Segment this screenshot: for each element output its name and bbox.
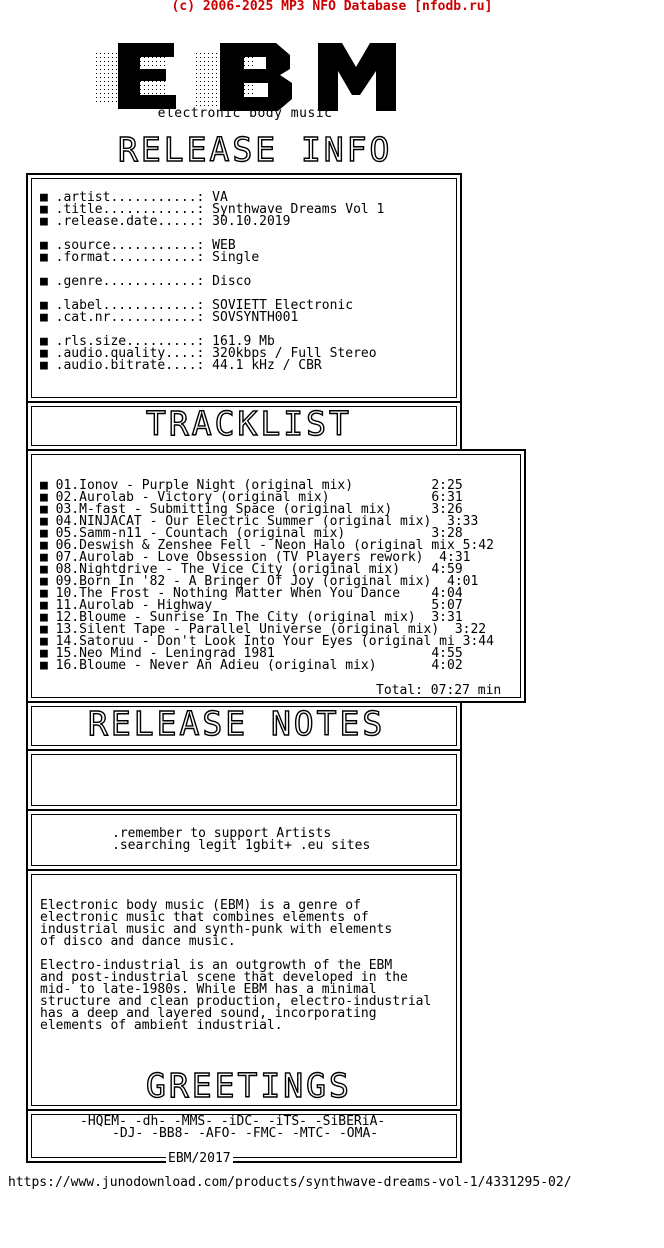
info-label: ■ .label............: SOVIETT Electronic	[40, 298, 354, 313]
info-rls-size: ■ .rls.size.........: 161.9 Mb	[40, 334, 275, 349]
greetings-list	[80, 1116, 385, 1140]
tracklist-heading: TRACKLIST	[146, 404, 352, 443]
description-line: of disco and dance music.	[40, 934, 236, 949]
description-line: structure and clean production, electro-industrial	[40, 994, 432, 1009]
track-item: ■ 04.NINJACAT - Our Electric Summer (original mix) 3:33	[40, 514, 479, 529]
info-genre: ■ .genre............: Disco	[40, 274, 252, 289]
description-line: elements of ambient industrial.	[40, 1018, 283, 1033]
info-artist: ■ .artist...........: VA	[40, 190, 228, 205]
info-format: ■ .format...........: Single	[40, 250, 260, 265]
info-audio-bitrate: ■ .audio.bitrate....: 44.1 kHz / CBR	[40, 358, 322, 373]
track-item: ■ 15.Neo Mind - Leningrad 1981 4:55	[40, 646, 463, 661]
description-text	[40, 900, 431, 1032]
release-info-heading: RELEASE INFO	[118, 130, 393, 169]
track-item: ■ 16.Bloume - Never An Adieu (original mix) 4:02	[40, 658, 463, 673]
ebm-logo	[80, 22, 390, 102]
track-item: ■ 14.Satoruu - Don't Look Into Your Eyes (original mi 3:44	[40, 634, 494, 649]
description-line: electronic music that combines elements of	[40, 910, 369, 925]
info-catnr: ■ .cat.nr...........: SOVSYNTH001	[40, 310, 299, 325]
track-item: ■ 09.Born In '82 - A Bringer Of Joy (original mix) 4:01	[40, 574, 479, 589]
info-title: ■ .title............: Synthwave Dreams Vol 1	[40, 202, 385, 217]
info-release-date: ■ .release.date.....: 30.10.2019	[40, 214, 291, 229]
track-item: ■ 03.M-fast - Submitting Space (original mix) 3:26	[40, 502, 463, 517]
track-item: ■ 05.Samm-n11 - Countach (original mix) 3:28	[40, 526, 463, 541]
logo-subtitle: electronic body music	[157, 106, 333, 121]
notes-list	[112, 828, 370, 852]
footer-tag: EBM/2017	[168, 1151, 231, 1166]
release-info-list	[40, 192, 384, 372]
release-notes-empty-box	[26, 749, 462, 811]
copyright-header: (c) 2006-2025 MP3 NFO Database [nfodb.ru]	[171, 0, 493, 14]
description-line: Electronic body music (EBM) is a genre of	[40, 898, 361, 913]
track-item: ■ 06.Deswish & Zenshee Fell - Neon Halo (original mix 5:42	[40, 538, 494, 553]
logo-graphic	[96, 37, 406, 117]
description-line: mid- to late-1980s. While EBM has a minimal	[40, 982, 377, 997]
greetings-line: -DJ- -BB8- -AFO- -FMC- -MTC- -OMA-	[112, 1126, 379, 1141]
description-line: and post-industrial scene that developed in the	[40, 970, 408, 985]
greetings-heading: GREETINGS	[146, 1066, 352, 1105]
info-source: ■ .source...........: WEB	[40, 238, 236, 253]
track-item: ■ 07.Aurolab - Love Obsession (TV Players rework) 4:31	[40, 550, 471, 565]
note-line: .searching legit 1gbit+ .eu sites	[112, 838, 371, 853]
tracklist	[40, 480, 494, 672]
track-item: ■ 10.The Frost - Nothing Matter When You Dance 4:04	[40, 586, 463, 601]
source-url-link[interactable]: https://www.junodownload.com/products/synthwave-dreams-vol-1/4331295-02/	[8, 1175, 572, 1190]
track-item: ■ 11.Aurolab - Highway 5:07	[40, 598, 463, 613]
track-item: ■ 02.Aurolab - Victory (original mix) 6:31	[40, 490, 463, 505]
info-audio-quality: ■ .audio.quality....: 320kbps / Full Stereo	[40, 346, 377, 361]
release-notes-heading: RELEASE NOTES	[88, 704, 386, 743]
note-line: .remember to support Artists	[112, 826, 332, 841]
greetings-line: -HQEM- -dh- -MMS- -iDC- -iTS- -SiBERiA-	[80, 1114, 386, 1129]
track-item: ■ 13.Silent Tape - Parallel Universe (original mix) 3:22	[40, 622, 487, 637]
track-item: ■ 12.Bloume - Sunrise In The City (original mix) 3:31	[40, 610, 463, 625]
total-time: Total: 07:27 min	[376, 683, 502, 698]
description-line: Electro-industrial is an outgrowth of the EBM	[40, 958, 393, 973]
track-item: ■ 08.Nightdrive - The Vice City (original mix) 4:59	[40, 562, 463, 577]
description-line: industrial music and synth-punk with elements	[40, 922, 393, 937]
track-item: ■ 01.Ionov - Purple Night (original mix) 2:25	[40, 478, 463, 493]
description-line: has a deep and layered sound, incorporating	[40, 1006, 377, 1021]
